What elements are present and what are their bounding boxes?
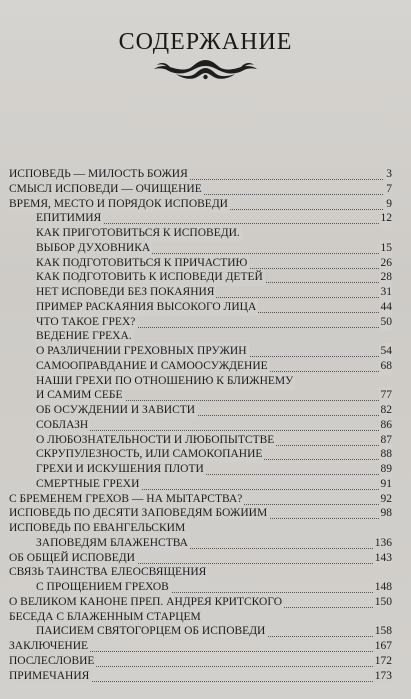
toc-entry-title: ПРИМЕР РАСКАЯНИЯ ВЫСОКОГО ЛИЦА (36, 299, 258, 316)
toc-entry-page-number: 143 (373, 550, 392, 567)
toc-entry-title: КАК ПРИГОТОВИТЬСЯ К ИСПОВЕДИ. (36, 225, 242, 242)
toc-entry-page-number: 26 (379, 255, 393, 272)
toc-entry-page-number: 150 (373, 594, 392, 611)
ornament-divider-icon (150, 56, 261, 82)
toc-entry-page-number: 92 (379, 491, 393, 508)
toc-entry-title: СОБЛАЗН (36, 417, 90, 434)
toc-entry-title: ИСПОВЕДЬ — МИЛОСТЬ БОЖИЯ (9, 166, 190, 183)
toc-entry-page-number: 54 (379, 343, 393, 360)
toc-entry-page-number: 173 (373, 668, 392, 685)
toc-entry-title: ЕПИТИМИЯ (36, 210, 103, 227)
toc-entry-page-number: 31 (379, 284, 393, 301)
toc-entry-title: ЗАПОВЕДЯМ БЛАЖЕНСТВА (36, 535, 190, 552)
toc-entry-title: НЕТ ИСПОВЕДИ БЕЗ ПОКАЯНИЯ (36, 284, 216, 301)
toc-entry-page-number: 88 (379, 446, 393, 463)
toc-entry-page-number: 172 (373, 653, 392, 670)
toc-entry-page-number: 44 (379, 299, 393, 316)
toc-entry-title: ОБ ОБЩЕЙ ИСПОВЕДИ (9, 550, 137, 567)
toc-entry-title: ВЫБОР ДУХОВНИКА (36, 240, 152, 257)
toc-entry-title: ОБ ОСУЖДЕНИИ И ЗАВИСТИ (36, 402, 197, 419)
toc-entry-page-number: 82 (379, 402, 393, 419)
toc-entry-title: О ВЕЛИКОМ КАНОНЕ ПРЕП. АНДРЕЯ КРИТСКОГО (9, 594, 284, 611)
toc-entry-page-number: 98 (379, 505, 393, 522)
page-title: СОДЕРЖАНИЕ (118, 29, 293, 55)
toc-entry-page-number: 7 (384, 181, 392, 198)
toc-entry-page-number: 15 (379, 240, 393, 257)
toc-entry-title: С ПРОЩЕНИЕМ ГРЕХОВ (36, 579, 171, 596)
toc-entry-title: СМЫСЛ ИСПОВЕДИ — ОЧИЩЕНИЕ (9, 181, 204, 198)
toc-entry-title: КАК ПОДГОТОВИТЬСЯ К ПРИЧАСТИЮ (36, 255, 249, 272)
toc-entry-page-number: 158 (373, 623, 392, 640)
toc-entry-title: БЕСЕДА С БЛАЖЕННЫМ СТАРЦЕМ (9, 609, 203, 626)
toc-entry-title: С БРЕМЕНЕМ ГРЕХОВ — НА МЫТАРСТВА? (9, 491, 244, 508)
toc-entry-title: ЗАКЛЮЧЕНИЕ (9, 638, 90, 655)
toc-entry-page-number: 28 (379, 269, 393, 286)
toc-entry-title: И САМИМ СЕБЕ (36, 387, 125, 404)
toc-entry-page-number: 91 (379, 476, 393, 493)
toc-entry-title: НАШИ ГРЕХИ ПО ОТНОШЕНИЮ К БЛИЖНЕМУ (36, 373, 295, 390)
toc-entry-page-number: 50 (379, 314, 393, 331)
toc-entry-title: СКРУПУЛЕЗНОСТЬ, ИЛИ САМОКОПАНИЕ (36, 446, 264, 463)
toc-entry-page-number: 167 (373, 638, 392, 655)
toc-entry-page-number: 86 (379, 417, 393, 434)
toc-entry-title: СВЯЗЬ ТАИНСТВА ЕЛЕОСВЯЩЕНИЯ (9, 564, 208, 581)
toc-entry-page-number: 68 (379, 358, 393, 375)
toc-entry-title: СМЕРТНЫЕ ГРЕХИ (36, 476, 141, 493)
toc-entry-page-number: 12 (379, 210, 393, 227)
toc-entry-page-number: 87 (379, 432, 393, 449)
toc-entry-title: ПРИМЕЧАНИЯ (9, 668, 91, 685)
toc-entry-title: ИСПОВЕДЬ ПО ЕВАНГЕЛЬСКИМ (9, 520, 187, 537)
toc-entry-title: О ЛЮБОЗНАТЕЛЬНОСТИ И ЛЮБОПЫТСТВЕ (36, 432, 276, 449)
toc-entry-page-number: 89 (379, 461, 393, 478)
toc-entry-title: ИСПОВЕДЬ ПО ДЕСЯТИ ЗАПОВЕДЯМ БОЖИИМ (9, 505, 269, 522)
toc-entry[interactable] (0, 668, 411, 685)
toc-entry-page-number: 77 (379, 387, 393, 404)
toc-entry-page-number: 9 (384, 196, 392, 213)
toc-entry-title: САМООПРАВДАНИЕ И САМООСУЖДЕНИЕ (36, 358, 270, 375)
toc-entry-page-number: 3 (384, 166, 392, 183)
toc-entry-title: ВРЕМЯ, МЕСТО И ПОРЯДОК ИСПОВЕДИ (9, 196, 230, 213)
toc-entry-title: ПОСЛЕСЛОВИЕ (9, 653, 96, 670)
toc-entry-title: КАК ПОДГОТОВИТЬ К ИСПОВЕДИ ДЕТЕЙ (36, 269, 265, 286)
toc-entry-title: ВЕДЕНИЕ ГРЕХА. (36, 328, 134, 345)
toc-entry-page-number: 148 (373, 579, 392, 596)
toc-entry-title: О РАЗЛИЧЕНИИ ГРЕХОВНЫХ ПРУЖИН (36, 343, 249, 360)
toc-entry-title: ПАИСИЕМ СВЯТОГОРЦЕМ ОБ ИСПОВЕДИ (36, 623, 267, 640)
toc-entry-page-number: 136 (373, 535, 392, 552)
toc-entry-title: ГРЕХИ И ИСКУШЕНИЯ ПЛОТИ (36, 461, 206, 478)
toc-entry-title: ЧТО ТАКОЕ ГРЕХ? (36, 314, 137, 331)
